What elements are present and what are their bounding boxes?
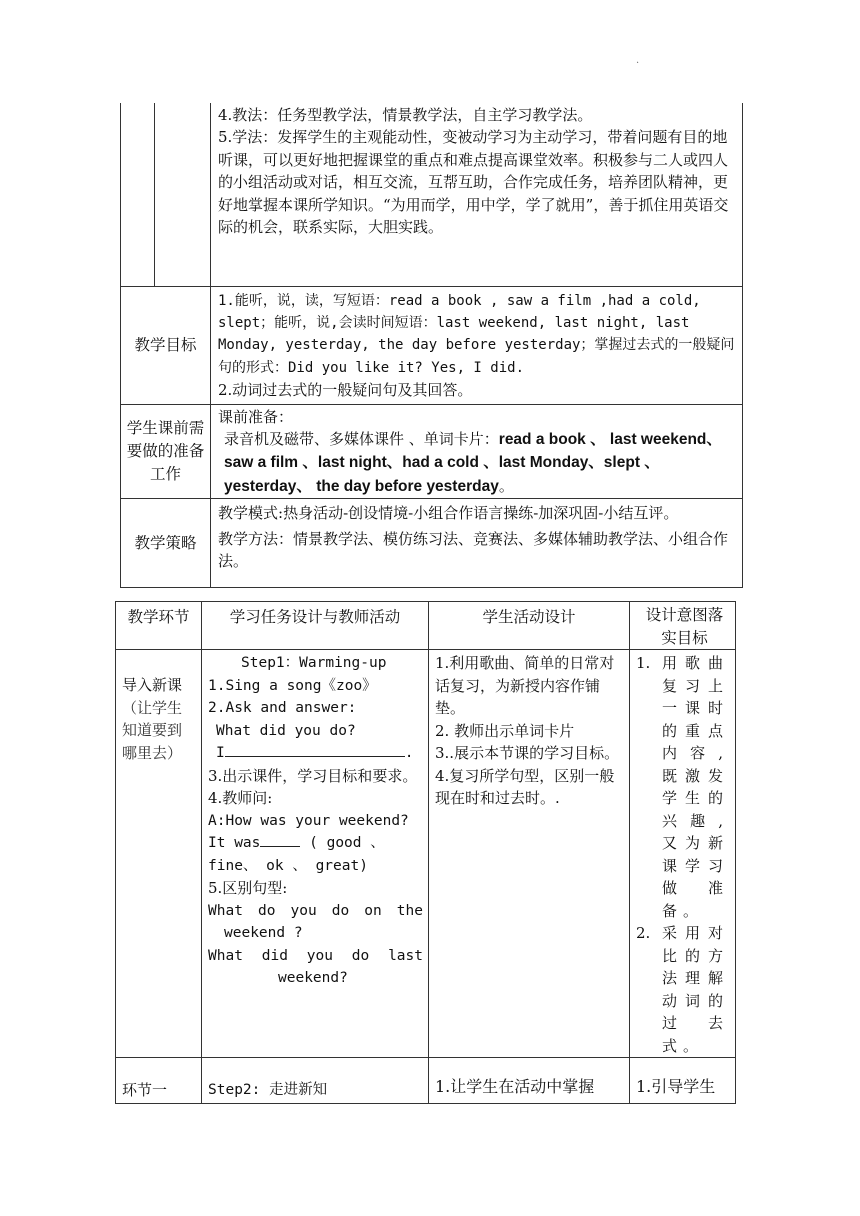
goals-label: 教学目标 <box>121 286 211 404</box>
purpose-item: 1. 用歌曲复习上一课时的重点内容,既激发学生的兴趣,又为新课学习做准备。 <box>636 654 729 920</box>
teacher-asks: 4.教师问: <box>208 789 273 807</box>
mode-label: 教学模式: <box>218 504 284 523</box>
answer-blank <box>225 742 405 757</box>
prep-intro: 录音机及磁带、多媒体课件 、单词卡片： <box>224 429 499 448</box>
answer-prefix: I <box>216 745 225 761</box>
methods-text: 情景教学法、模仿练习法、竞赛法、多媒体辅助教学法、小组合作法。 <box>218 529 729 570</box>
teaching-process-table <box>115 601 736 1104</box>
strategy-cell <box>211 499 743 588</box>
step2-title: Step2: 走进新知 <box>202 1058 429 1104</box>
stage-one: 环节一 <box>116 1058 202 1104</box>
goals-cell <box>211 286 743 404</box>
prep-words: read a book 、 last weekend、saw a film 、last night、had a cold 、last Monday、slept 、 yesterday、 the day before yesterday <box>224 430 722 495</box>
blank-cell <box>155 103 211 286</box>
student-activity-3: 3..展示本节课的学习目标。 <box>435 744 620 762</box>
prep-label: 学生课前需要做的准备工作 <box>121 404 211 499</box>
lesson-info-table <box>120 103 743 588</box>
student-activity-2: 2. 教师出示单词卡片 <box>435 721 575 740</box>
header-stage: 教学环节 <box>116 602 202 650</box>
methods-label: 教学方法： <box>218 529 294 548</box>
stage-intro-cell <box>116 650 202 1058</box>
prep-end: 。 <box>498 476 514 495</box>
sentence-1b: weekend ? <box>224 925 303 941</box>
ask-line: 2.Ask and answer: <box>208 700 357 716</box>
teacher-activity-cell <box>202 650 429 1058</box>
prep-cell <box>211 404 743 499</box>
options-line: ( good 、fine、 ok 、 great) <box>208 835 385 874</box>
prep-title: 课前准备： <box>218 407 294 426</box>
header-teacher: 学习任务设计与教师活动 <box>202 602 429 650</box>
teaching-method-text: 4.教法：任务型教学法，情景教学法，自主学习教学法。 <box>218 106 593 124</box>
purpose-cell <box>630 650 736 1058</box>
how-line: A:How was your weekend? <box>208 812 409 829</box>
step1-title: Step1：Warming-up <box>241 655 387 671</box>
header-student: 学生活动设计 <box>429 602 630 650</box>
answer-suffix: . <box>404 745 414 761</box>
question-line: What did you do? <box>216 722 356 739</box>
learning-method-text: 5.学法：发挥学生的主观能动性，变被动学习为主动学习，带着问题有目的地听课，可以更好地把握课堂的重点和难点提高课堂效率。积极参与二人或四人的小组活动或对话，相互交流，互帮互助，合作完成任务，培养团队精神，更好地掌握本课所学知识。“为用而学，用中学，学了就用”，善于抓住用英语交际的机会，联系实际，大胆实践。 <box>218 128 729 237</box>
goal-1: 1.能听，说，读，写短语：read a book , saw a film ,had a cold, slept；能听，说,会读时间短语：last weekend, last night, last Monday, yesterday, the day before yesterday；掌握过去式的一般疑问句的形式：Did you like it? Yes, I did. <box>218 292 735 376</box>
page-mark: · <box>636 58 640 69</box>
methods-cell <box>211 103 743 286</box>
student-activity-4: 4.复习所学句型，区别一般现在时和过去时。. <box>435 766 615 807</box>
stage-intro: 导入新课 <box>122 676 183 694</box>
purpose-row2: 1.引导学生 <box>630 1058 736 1104</box>
sing-line: 1.Sing a song《zoo》 <box>208 677 377 694</box>
sentence-2a: What did you do last <box>208 947 423 964</box>
purpose-item: 2. 采用对比的方法理解动词的过去式。 <box>636 924 729 1055</box>
student-activity-cell <box>429 650 630 1058</box>
sentence-1a: What do you do on the <box>208 902 423 919</box>
stage-intro-note: （让学生知道要到哪里去） <box>122 698 183 762</box>
sentence-2b: weekend? <box>278 970 348 986</box>
blank-cell <box>121 103 155 286</box>
student-activity-1: 1.利用歌曲、简单的日常对话复习，为新授内容作铺垫。 <box>435 654 615 717</box>
strategy-label: 教学策略 <box>121 499 211 588</box>
distinguish-line: 5.区别句型: <box>208 879 288 897</box>
mode-text: 热身活动-创设情境-小组合作语言操练-加深巩固-小结互评。 <box>283 504 679 523</box>
show-line: 3.出示课件，学习目标和要求。 <box>208 766 418 785</box>
it-was: It was <box>208 835 261 851</box>
student-row2: 1.让学生在活动中掌握 <box>429 1058 630 1104</box>
goal-2: 2.动词过去式的一般疑问句及其回答。 <box>218 381 473 400</box>
it-was-blank <box>260 832 300 847</box>
header-purpose: 设计意图落实目标 <box>630 602 736 650</box>
